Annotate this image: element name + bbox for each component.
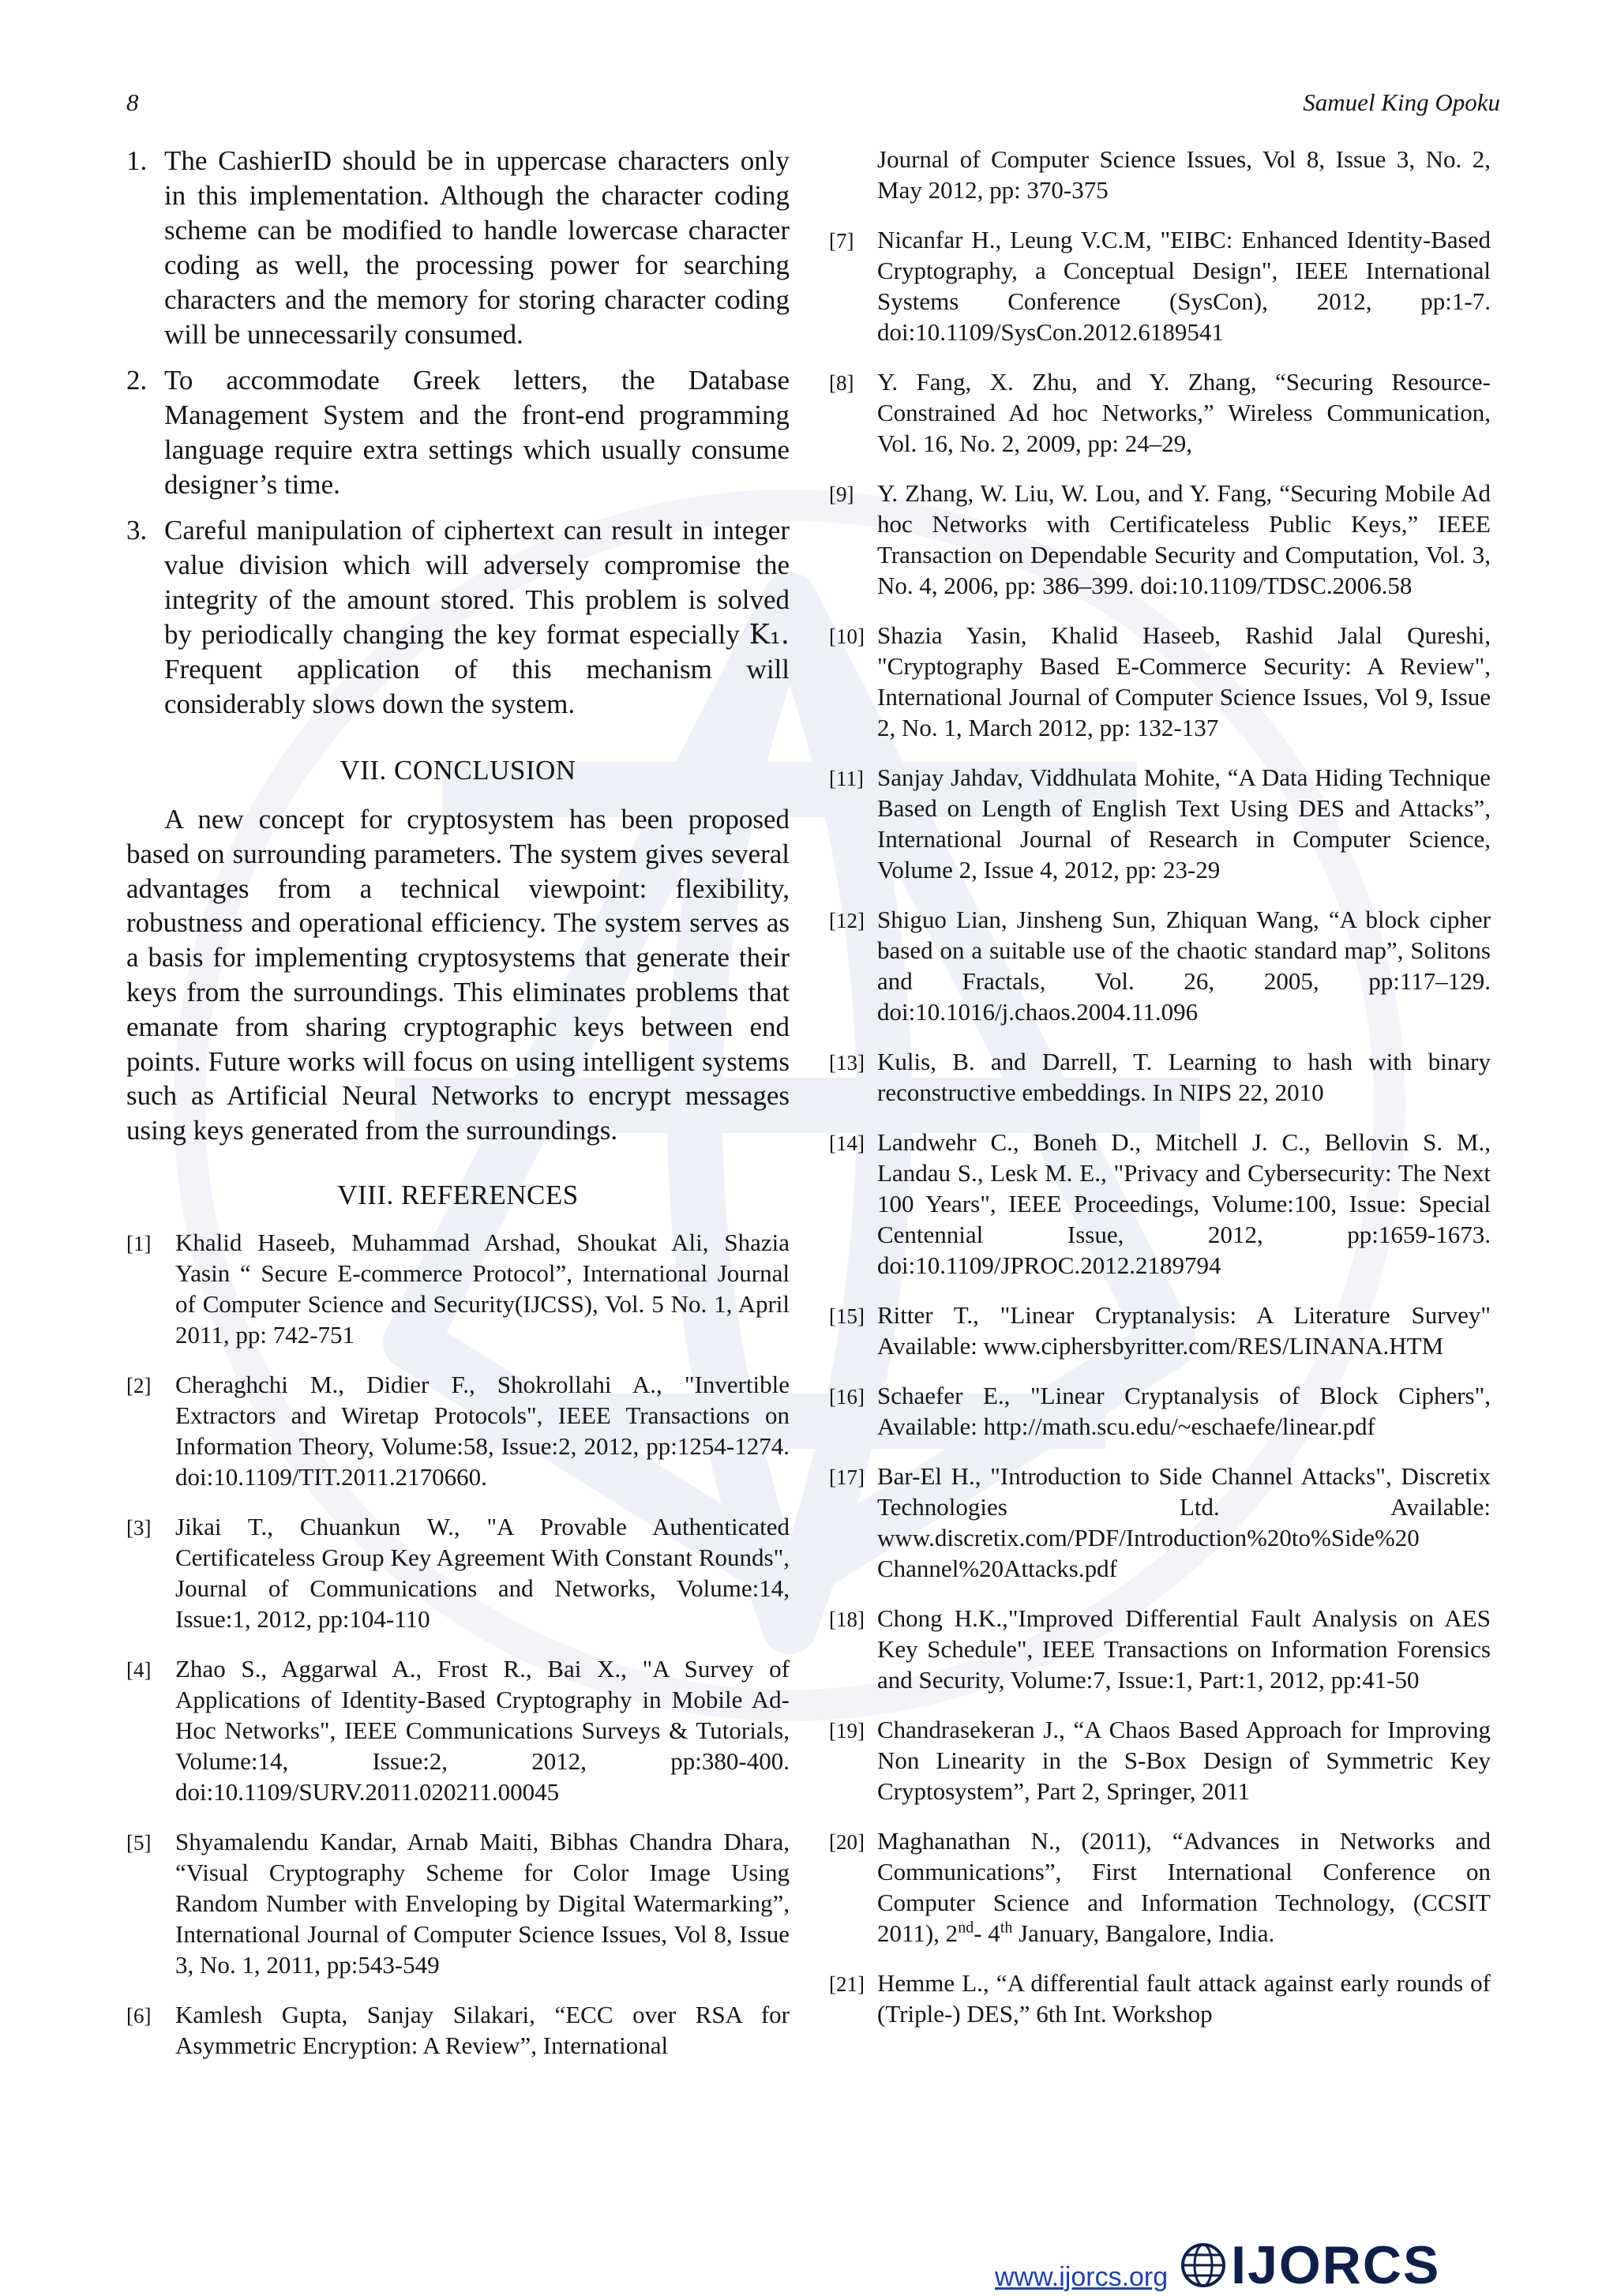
reference-text: Kulis, B. and Darrell, T. Learning to hash with binary reconstructive embeddings. In NIPS 22, 2010 <box>877 1048 1491 1106</box>
reference-text-end: January, Bangalore, India. <box>1012 1919 1275 1947</box>
math-k1: K₁. <box>748 619 790 651</box>
list-number: 1. <box>126 145 148 176</box>
reference-text: Schaefer E., "Linear Cryptanalysis of Block Ciphers", Available: http://math.scu.edu/~eschaefe/linear.pdf <box>877 1382 1491 1440</box>
reference-number: [3] <box>126 1515 152 1540</box>
reference-number: [18] <box>829 1608 865 1631</box>
references-heading: VIII. REFERENCES <box>337 1179 579 1210</box>
reference-item <box>829 1380 1491 1442</box>
reference-number: [15] <box>829 1304 865 1328</box>
reference-number: [21] <box>829 1972 865 1996</box>
reference-item <box>829 1603 1491 1695</box>
reference-text: Chandrasekeran J., “A Chaos Based Approach for Improving Non Linearity in the S-Box Design of Symmetric Key Cryptosystem”, Part 2, Springer, 2011 <box>877 1716 1491 1805</box>
reference-item <box>829 1461 1491 1584</box>
page-number: 8 <box>126 88 139 116</box>
reference-item <box>829 904 1491 1027</box>
reference-number: [13] <box>829 1051 865 1075</box>
reference-item <box>126 1826 790 1980</box>
reference-text: Shyamalendu Kandar, Arnab Maiti, Bibhas Chandra Dhara, “Visual Cryptography Scheme for Color Image Using Random Number with Enveloping by Digital Watermarking”, International Journal of Computer Science Issues, Vol 8, Issue 3, No. 1, 2011, pp:543-549 <box>175 1827 790 1979</box>
reference-text: Landwehr C., Boneh D., Mitchell J. C., Bellovin S. M., Landau S., Lesk M. E., "Privacy and Cybersecurity: The Next 100 Years", IEEE Proceedings, Volume:100, Issue: Special Centennial Issue, 2012, pp:1659-1673. doi:10.1109/JPROC.2012.2189794 <box>877 1128 1491 1279</box>
reference-number: [19] <box>829 1719 865 1743</box>
reference-number: [10] <box>829 625 865 648</box>
reference-item <box>126 1227 790 1350</box>
right-column <box>829 144 1491 2048</box>
reference-number: [7] <box>829 229 854 253</box>
list-item-text: To accommodate Greek letters, the Database Management System and the front-end programming language require extra settings which usually consume designer’s time. <box>164 365 790 500</box>
reference-number: [20] <box>829 1830 865 1854</box>
reference-item <box>829 1714 1491 1806</box>
reference-text: Shazia Yasin, Khalid Haseeb, Rashid Jalal Qureshi, "Cryptography Based E-Commerce Security: A Review", International Journal of Computer Science Issues, Vol 9, Issue 2, No. 1, March 2012, pp: 132-137 <box>877 621 1491 741</box>
reference-item <box>829 478 1491 601</box>
list-item-text: The CashierID should be in uppercase characters only in this implementation. Although the character coding scheme can be modified to handle lowercase character coding as well, the processing power for searching characters and the memory for storing character coding will be unnecessarily consumed. <box>164 145 790 350</box>
reference-number: [6] <box>126 2003 152 2028</box>
reference-text: Y. Zhang, W. Liu, W. Lou, and Y. Fang, “Securing Mobile Ad hoc Networks with Certificateless Public Keys,” IEEE Transaction on Dependable Security and Computation, Vol. 3, No. 4, 2006, pp: 386–399. doi:10.1109/TDSC.2006.58 <box>877 479 1491 599</box>
reference-item <box>126 1653 790 1807</box>
reference-number: [11] <box>829 767 864 790</box>
logo-wordmark: IJORCS <box>1231 2235 1441 2295</box>
list-item <box>126 363 790 502</box>
list-number: 3. <box>126 515 148 546</box>
journal-website-link[interactable]: www.ijorcs.org <box>995 2261 1169 2292</box>
list-number: 2. <box>126 365 148 396</box>
reference-text: Jikai T., Chuankun W., "A Provable Authenticated Certificateless Group Key Agreement With Constant Rounds", Journal of Communications and Networks, Volume:14, Issue:1, 2012, pp:104-110 <box>175 1512 790 1633</box>
reference-number: [8] <box>829 371 854 395</box>
reference-text: Zhao S., Aggarwal A., Frost R., Bai X., "A Survey of Applications of Identity-Based Cryptography in Mobile Ad-Hoc Networks", IEEE Communications Surveys & Tutorials, Volume:14, Issue:2, 2012, pp:380-400. doi:10.1109/SURV.2011.020211.00045 <box>175 1654 790 1806</box>
journal-logo <box>1176 2234 1440 2296</box>
reference-text: Cheraghchi M., Didier F., Shokrollahi A., "Invertible Extractors and Wiretap Protocols", IEEE Transactions on Information Theory, Volume:58, Issue:2, 2012, pp:1254-1274. doi:10.1109/TIT.2011.2170660. <box>175 1370 790 1491</box>
reference-text: Y. Fang, X. Zhu, and Y. Zhang, “Securing Resource-Constrained Ad hoc Networks,” Wireless Communication, Vol. 16, No. 2, 2009, pp: 24–29, <box>877 368 1491 457</box>
conclusion-paragraph: A new concept for cryptosystem has been proposed based on surrounding parameters. The system gives several advantages from a technical viewpoint: flexibility, robustness and operational efficiency. The system serves as a basis for implementing cryptosystems that generate their keys from the surroundings. This eliminates problems that emanate from sharing cryptographic keys between end points. Future works will focus on using intelligent systems such as Artificial Neural Networks to encrypt messages using keys generated from the surroundings. <box>126 804 790 1146</box>
reference-item <box>829 1046 1491 1108</box>
reference-item <box>829 1825 1491 1949</box>
reference-number: [12] <box>829 909 865 932</box>
list-item <box>126 144 790 352</box>
reference-number: [9] <box>829 482 854 506</box>
left-column <box>126 144 790 2080</box>
reference-number: [17] <box>829 1465 865 1489</box>
footer <box>995 2234 1440 2296</box>
reference-number: [2] <box>126 1373 152 1397</box>
reference-item <box>126 1999 790 2061</box>
reference-text: Hemme L., “A differential fault attack against early rounds of (Triple-) DES,” 6th Int. Workshop <box>877 1969 1491 2028</box>
reference-text: Khalid Haseeb, Muhammad Arshad, Shoukat Ali, Shazia Yasin “ Secure E-commerce Protocol”, International Journal of Computer Science and Security(IJCSS), Vol. 5 No. 1, April 2011, pp: 742-751 <box>175 1228 790 1349</box>
reference-text: Chong H.K.,"Improved Differential Fault Analysis on AES Key Schedule", IEEE Transactions on Information Forensics and Security, Volume:7, Issue:1, Part:1, 2012, pp:41-50 <box>877 1604 1491 1694</box>
list-item-text: Careful manipulation of ciphertext can result in integer value division which will adversely compromise the integrity of the amount stored. This problem is solved by periodically changing the key format especially <box>164 515 790 650</box>
superscript-nd: nd <box>958 1919 974 1937</box>
reference-number: [16] <box>829 1385 865 1409</box>
reference-item <box>829 1300 1491 1361</box>
list-item-text-continued: Frequent application of this mechanism will considerably slows down the system. <box>164 654 790 719</box>
reference-item <box>829 1968 1491 2029</box>
limitations-list <box>126 144 790 722</box>
reference-item <box>126 1369 790 1492</box>
reference-number: [4] <box>126 1657 152 1682</box>
reference-text: Nicanfar H., Leung V.C.M, "EIBC: Enhanced Identity-Based Cryptography, a Conceptual Design", IEEE International Systems Conference (SysCon), 2012, pp:1-7. doi:10.1109/SysCon.2012.6189541 <box>877 226 1491 346</box>
running-header-author: Samuel King Opoku <box>1303 88 1500 116</box>
reference-text: Bar-El H., "Introduction to Side Channel Attacks", Discretix Technologies Ltd. Available: www.discretix.com/PDF/Introduction%20to%Side%20 Channel%20Attacks.pdf <box>877 1462 1491 1582</box>
globe-icon <box>1176 2241 1231 2290</box>
list-item <box>126 513 790 722</box>
reference-number: [5] <box>126 1830 152 1855</box>
reference-item <box>126 1511 790 1634</box>
reference-number: [1] <box>126 1231 152 1255</box>
reference-item <box>829 1127 1491 1281</box>
reference-text-mid: - 4 <box>974 1919 1000 1947</box>
reference-item <box>829 224 1491 347</box>
superscript-th: th <box>1000 1919 1013 1937</box>
reference-text: Sanjay Jahdav, Viddhulata Mohite, “A Data Hiding Technique Based on Length of English Text Using DES and Attacks”, International Journal of Research in Computer Science, Volume 2, Issue 4, 2012, pp: 23-29 <box>877 763 1491 884</box>
conclusion-heading: VII. CONCLUSION <box>340 755 576 786</box>
reference-text: Ritter T., "Linear Cryptanalysis: A Literature Survey" Available: www.ciphersbyritter.com/RES/LINANA.HTM <box>877 1301 1491 1360</box>
reference-text: Shiguo Lian, Jinsheng Sun, Zhiquan Wang, “A block cipher based on a suitable use of the chaotic standard map”, Solitons and Fractals, Vol. 26, 2005, pp:117–129. doi:10.1016/j.chaos.2004.11.096 <box>877 906 1491 1026</box>
reference-number: [14] <box>829 1131 865 1155</box>
reference-continuation: Journal of Computer Science Issues, Vol 8, Issue 3, No. 2, May 2012, pp: 370-375 <box>877 145 1491 204</box>
reference-item <box>829 366 1491 459</box>
reference-item <box>829 762 1491 885</box>
reference-item <box>829 620 1491 743</box>
reference-text: Maghanathan N., (2011), “Advances in Networks and Communications”, First International Conference on Computer Science and Information Technology, (CCSIT 2011), 2 <box>877 1827 1491 1947</box>
reference-text: Kamlesh Gupta, Sanjay Silakari, “ECC over RSA for Asymmetric Encryption: A Review”, International <box>175 2000 790 2059</box>
